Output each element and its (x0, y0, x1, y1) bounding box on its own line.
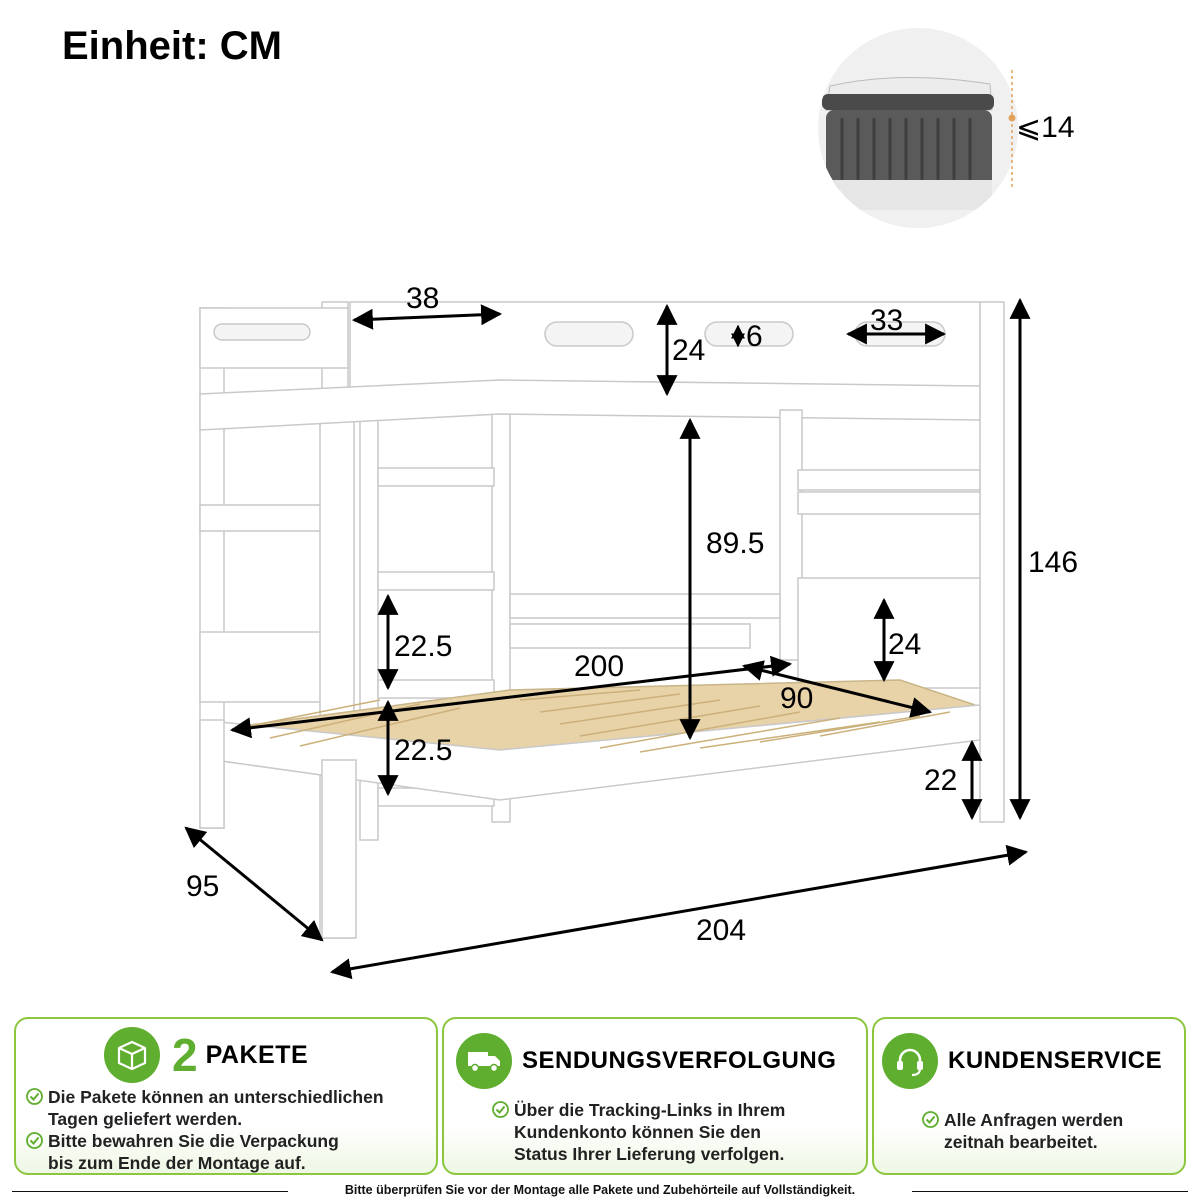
tracking-bullet-1 (492, 1099, 785, 1165)
package-icon (104, 1027, 160, 1083)
dim-total-length: 204 (696, 914, 747, 947)
packages-card (14, 1017, 438, 1175)
dim-top-guard-opening-height: 6 (746, 320, 763, 353)
dim-under-top-clearance: 89.5 (706, 527, 765, 560)
check-icon (26, 1132, 43, 1149)
footer (0, 1183, 1200, 1200)
dim-ladder-rung-upper: 22.5 (394, 630, 453, 663)
dim-mattress-length: 200 (574, 650, 625, 683)
dim-ladder-rung-lower: 22.5 (394, 734, 453, 767)
bullet-text: Bitte bewahren Sie die Verpackung (48, 1131, 339, 1151)
bullet-text: Kundenkonto können Sie den (514, 1122, 761, 1142)
delivery-truck-icon (456, 1033, 512, 1089)
packages-bullet-2 (26, 1130, 339, 1174)
packages-title: PAKETE (205, 1040, 309, 1069)
bullet-text: zeitnah bearbeitet. (944, 1132, 1098, 1152)
check-icon (26, 1088, 43, 1105)
footer-note: Bitte überprüfen Sie vor der Montage alle Pakete und Zubehörteile auf Vollständigkeit. (344, 1183, 856, 1197)
dim-lower-guard-height: 24 (888, 628, 922, 661)
dim-top-right-opening-width: 33 (870, 304, 904, 337)
dim-total-depth: 95 (186, 870, 220, 903)
bullet-text: bis zum Ende der Montage auf. (48, 1153, 306, 1173)
tracking-card (442, 1017, 868, 1175)
headset-icon (882, 1033, 938, 1089)
dim-top-guard-opening-width: 38 (406, 282, 440, 315)
bullet-text: Über die Tracking-Links in Ihrem (514, 1100, 786, 1120)
bullet-text: Tagen geliefert werden. (48, 1109, 243, 1129)
customer-service-card (872, 1017, 1186, 1175)
packages-bullet-1 (26, 1086, 384, 1130)
mattress-inset (818, 28, 1075, 228)
dim-mattress-width: 90 (780, 682, 814, 715)
dim-floor-clearance: 22 (924, 764, 958, 797)
dim-total-height: 146 (1028, 546, 1079, 579)
bullet-text: Status Ihrer Lieferung verfolgen. (514, 1144, 785, 1164)
page-title: Einheit: CM (62, 24, 282, 68)
customer-service-title: KUNDENSERVICE (948, 1047, 1163, 1074)
mattress-height-label: ⩽14 (1016, 111, 1075, 144)
customer-service-bullet-1 (922, 1109, 1123, 1153)
tracking-title: SENDUNGSVERFOLGUNG (522, 1047, 837, 1074)
package-count: 2 (172, 1029, 198, 1081)
dim-top-guard-height: 24 (672, 334, 706, 367)
bullet-text: Die Pakete können an unterschiedlichen (48, 1087, 384, 1107)
check-icon (492, 1101, 509, 1118)
check-icon (922, 1111, 939, 1128)
info-cards (14, 1017, 1186, 1177)
bullet-text: Alle Anfragen werden (944, 1110, 1124, 1130)
